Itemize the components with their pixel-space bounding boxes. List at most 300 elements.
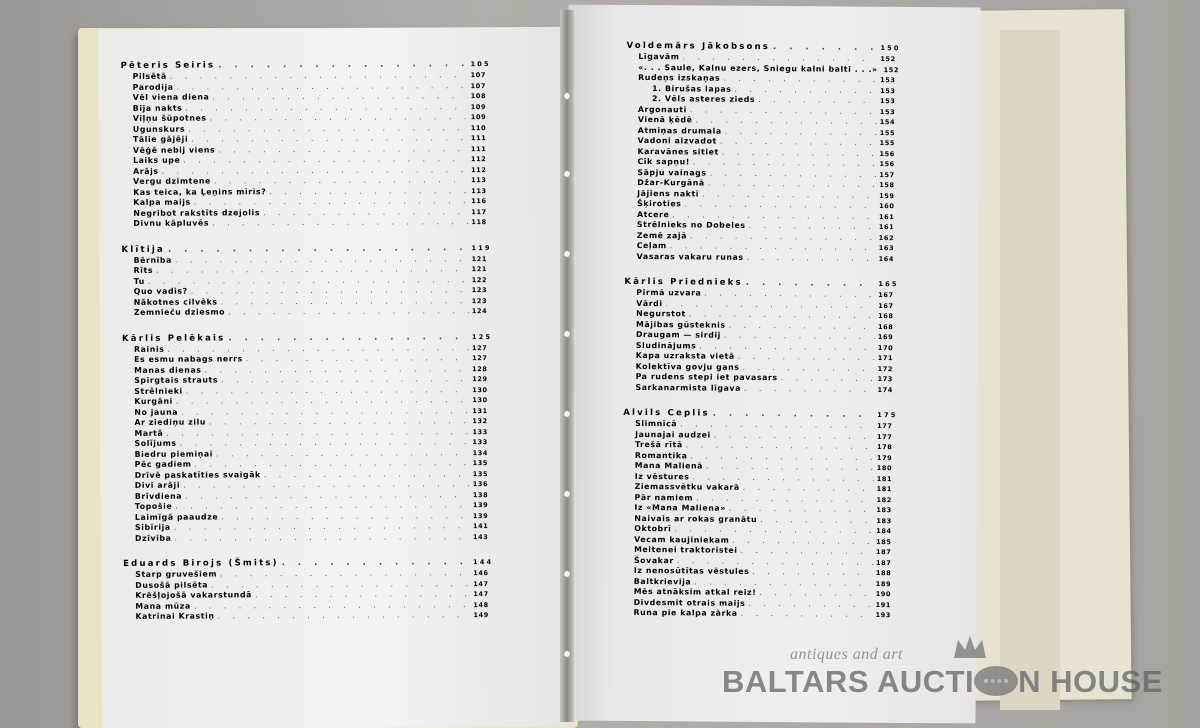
toc-page-number: 178 <box>876 443 893 452</box>
leader-dots <box>690 105 877 116</box>
leader-dots <box>221 374 469 384</box>
leader-dots <box>725 126 877 136</box>
toc-page-number: 133 <box>472 438 488 447</box>
leader-dots <box>156 264 469 275</box>
leader-dots <box>773 42 878 53</box>
toc-author-name: Alvils Ceplis <box>623 407 710 419</box>
toc-page-number: 123 <box>471 286 488 295</box>
leader-dots <box>723 74 877 84</box>
leader-dots <box>148 275 469 286</box>
binding-stitch <box>563 170 571 178</box>
toc-page-number: 119 <box>471 243 492 252</box>
leader-dots <box>218 144 468 154</box>
toc-author-name: Voldemārs Jākobsons <box>626 40 771 53</box>
toc-page-number: 167 <box>878 291 894 300</box>
toc-entry-title: Kalpa maijs <box>133 197 191 207</box>
left-table-of-contents <box>120 59 494 622</box>
toc-entry-title: Cik sapņu! <box>637 156 690 167</box>
leader-dots <box>729 504 874 514</box>
watermark-brand-part1: BALTARS AUCTI <box>722 664 975 699</box>
toc-entry-title: Strēlnieks no Dobeles <box>636 219 746 230</box>
binding-stitch <box>563 650 571 658</box>
toc-entry-title: Trešā rītā <box>634 439 683 450</box>
leader-dots <box>194 600 471 610</box>
toc-page-number: 156 <box>879 149 895 158</box>
toc-entry-title: Runa pie kalpa zārka <box>633 607 738 618</box>
leader-dots <box>183 154 468 164</box>
leader-dots <box>170 70 468 81</box>
binding-stitch <box>563 250 571 258</box>
binding-stitch <box>563 490 571 498</box>
toc-entry-title: Kurgāni <box>134 396 173 406</box>
toc-entry-title: Rīts <box>133 265 154 275</box>
toc-page-number: 181 <box>876 474 893 483</box>
leader-dots <box>741 546 874 556</box>
book-gutter <box>560 10 574 722</box>
leader-dots <box>677 556 873 567</box>
toc-entry-title: Arājs <box>133 166 159 176</box>
toc-page-number: 183 <box>876 516 892 525</box>
binding-stitch <box>563 410 571 418</box>
leader-dots <box>269 186 468 196</box>
leader-dots <box>693 157 877 168</box>
toc-entry-title: Negurstot <box>636 308 686 319</box>
leader-dots <box>684 199 876 210</box>
toc-page-number: 179 <box>876 453 893 462</box>
toc-page-number: 105 <box>470 60 491 69</box>
toc-page-number: 184 <box>876 527 892 536</box>
toc-page-number: 163 <box>878 244 895 253</box>
toc-page-number: 136 <box>472 480 489 489</box>
toc-entry-title: Vecam kaujiniekam <box>634 534 730 545</box>
toc-page-number: 111 <box>470 134 487 143</box>
toc-page-number: 125 <box>471 332 493 341</box>
toc-page-number: 121 <box>471 265 488 274</box>
toc-page-number: 171 <box>877 354 894 363</box>
toc-page-number: 116 <box>471 197 487 206</box>
toc-page-number: 149 <box>473 611 489 620</box>
toc-page-number: 130 <box>472 396 488 405</box>
toc-entry-title: Bija nakts <box>132 103 183 113</box>
toc-page-number: 109 <box>470 102 487 111</box>
watermark-tagline: antiques and art <box>790 646 903 663</box>
leader-dots <box>743 362 875 372</box>
leader-dots <box>228 306 469 316</box>
toc-entry-title: Tālie gājēji <box>132 134 189 144</box>
toc-entry-title: Līgavām <box>638 51 680 62</box>
toc-page-number: 155 <box>879 139 896 148</box>
watermark-brand <box>722 664 1163 700</box>
toc-entry-title: Vēģē nebij viens <box>132 144 216 155</box>
toc-page-number: 161 <box>878 212 895 221</box>
toc-page-number: 187 <box>875 558 892 567</box>
toc-page-number: 108 <box>470 92 487 101</box>
toc-entry-title: Rainis <box>134 344 165 354</box>
toc-entry-title: Sludinājums <box>635 340 697 350</box>
toc-entry-title: Nākotnes cilvēks <box>133 296 218 307</box>
toc-entry-title: «. . . Saule, Kalnu ezers, Sniegu kalni balti . . .» <box>638 62 878 74</box>
leader-dots <box>690 451 874 462</box>
toc-entry-title: Brīvdiena <box>134 491 183 501</box>
toc-page-number: 157 <box>879 170 895 179</box>
toc-entry-title: Oktobrī <box>634 523 672 534</box>
toc-entry-title: Laimīgā paaudze <box>134 511 219 522</box>
toc-entry-title: Sāpju vainags <box>637 167 707 178</box>
toc-page-number: 187 <box>876 548 892 557</box>
toc-page-number: 175 <box>877 411 898 420</box>
leader-dots <box>672 210 876 221</box>
toc-entry-title: Šķiroties <box>637 198 682 209</box>
toc-entry-title: Tu <box>133 276 145 286</box>
toc-page-number: 152 <box>880 55 896 64</box>
leader-dots <box>708 179 877 189</box>
toc-entry-title: Vadoni aizvadot <box>637 135 717 146</box>
leader-dots <box>205 364 470 374</box>
leader-dots <box>683 52 878 63</box>
leader-dots <box>732 535 873 545</box>
toc-entry-title: Sibīrija <box>134 522 171 532</box>
toc-page-number: 111 <box>470 144 487 153</box>
leader-dots <box>748 598 872 608</box>
toc-entry-title: Pēc gadiem <box>134 459 192 469</box>
leader-dots <box>174 521 470 532</box>
toc-page-number: 122 <box>471 275 488 284</box>
toc-entry-title: 1. Birušas lapas <box>652 83 732 94</box>
toc-entry-title: Parodija <box>132 82 174 92</box>
toc-page-number: 191 <box>875 600 892 609</box>
leader-dots <box>744 383 875 393</box>
toc-page-number: 124 <box>471 307 488 316</box>
toc-page-number: 130 <box>472 385 488 394</box>
leader-dots <box>228 332 469 343</box>
toc-entry-title: Laiks upe <box>133 155 181 165</box>
leader-dots <box>743 483 874 493</box>
toc-entry-title: Pirmā uzvara <box>636 287 702 298</box>
leader-dots <box>693 472 874 483</box>
toc-entry-title: Iz nenosūtītas vēstules <box>633 565 750 576</box>
toc-entry-title: Pār namiem <box>634 492 694 502</box>
toc-entry-title: Ceļam <box>636 240 667 251</box>
toc-entry-title: Mēs atnāksim atkal reiz! <box>633 586 757 597</box>
toc-entry-title: Kolektīva govju gans <box>635 361 740 372</box>
toc-page-number: 177 <box>877 422 893 431</box>
toc-page-number: 135 <box>472 459 489 468</box>
toc-page-number: 133 <box>472 427 488 436</box>
leader-dots <box>167 343 469 354</box>
toc-page-number: 154 <box>879 118 896 127</box>
leader-dots <box>218 610 471 620</box>
leader-dots <box>194 458 469 468</box>
toc-page-number: 107 <box>470 71 487 80</box>
toc-page-number: 158 <box>879 181 895 190</box>
toc-entry-title: Džar-Kurgānā <box>637 177 705 188</box>
leader-dots <box>734 84 877 94</box>
leader-dots <box>221 296 469 306</box>
toc-entry-title: No jauna <box>134 407 179 417</box>
leader-dots <box>686 440 874 451</box>
toc-entry-title: Argonauti <box>637 104 687 114</box>
leader-dots <box>699 341 875 352</box>
leader-dots <box>166 427 469 438</box>
toc-entry-title: Zemnieču dziesmo <box>133 307 226 317</box>
toc-page-number: 138 <box>472 490 489 499</box>
leader-dots <box>216 448 470 458</box>
toc-entry-title: Topošie <box>134 501 173 511</box>
right-table-of-contents <box>621 40 901 621</box>
leader-dots <box>176 395 469 406</box>
toc-page-number: 153 <box>880 76 896 85</box>
leader-dots <box>220 568 470 578</box>
toc-page-number: 135 <box>472 469 489 478</box>
toc-page-number: 147 <box>473 590 489 599</box>
leader-dots <box>680 419 874 430</box>
toc-entry-title: Mana mūza <box>135 601 191 611</box>
toc-entry-title: Kas teica, ka Ļeņins miris? <box>133 186 267 197</box>
toc-page-number: 117 <box>471 207 487 216</box>
leader-dots <box>746 278 876 289</box>
toc-page-number: 173 <box>877 375 893 384</box>
toc-entry-title: Ziemassvētku vakarā <box>634 481 740 492</box>
toc-page-number: 169 <box>877 333 894 342</box>
toc-entry-title: Mana Malienā <box>634 460 704 471</box>
toc-page-number: 148 <box>473 600 489 609</box>
leader-dots <box>177 81 468 92</box>
leader-dots <box>738 352 875 362</box>
leader-dots <box>710 168 877 178</box>
toc-page-number: 162 <box>878 233 895 242</box>
toc-page-number: 152 <box>883 65 900 74</box>
toc-entry-title: Jājiens naktī <box>637 188 700 198</box>
leader-dots <box>246 353 469 363</box>
toc-entry-title: Šovakar <box>633 555 674 565</box>
toc-entry-title: Vasaras vakaru runas <box>636 251 744 262</box>
leader-dots <box>191 133 468 143</box>
toc-entry-title: Viļņu šūpotnes <box>132 113 207 123</box>
loose-sheet-edge <box>1000 30 1060 710</box>
leader-dots <box>690 231 876 242</box>
leader-dots <box>714 430 874 440</box>
leader-dots <box>713 409 875 420</box>
leader-dots <box>741 609 873 619</box>
toc-page-number: 168 <box>878 322 894 331</box>
toc-page-number: 127 <box>472 343 488 352</box>
toc-entry-title: Dzīvība <box>135 533 172 543</box>
leader-dots <box>282 557 471 568</box>
toc-entry-title: Krēšļojošā vakarstundā <box>135 590 252 600</box>
watermark-dots-ring-icon <box>974 666 1018 696</box>
toc-page-number: 113 <box>471 176 487 185</box>
toc-page-number: 172 <box>877 364 894 373</box>
leader-dots <box>168 243 469 255</box>
binding-stitch <box>563 330 571 338</box>
toc-author-name: Eduards Birojs (Šmits) <box>123 558 279 569</box>
leader-dots <box>212 217 468 227</box>
leader-dots <box>759 588 872 598</box>
toc-entry-title: Zemē zajā <box>636 230 688 240</box>
toc-page-number: 143 <box>473 532 489 541</box>
toc-entry-title: Starp gruvešiem <box>135 569 218 579</box>
toc-page-number: 147 <box>473 579 489 588</box>
toc-page-number: 123 <box>471 296 488 305</box>
toc-page-number: 128 <box>472 364 488 373</box>
toc-page-number: 118 <box>471 218 487 227</box>
leader-dots <box>180 437 470 448</box>
toc-entry-title: Solījums <box>134 438 177 448</box>
toc-entry-title: Iz «Mana Maliena» <box>634 502 726 513</box>
leader-dots <box>175 254 469 265</box>
leader-dots <box>174 532 470 543</box>
leader-dots <box>188 123 468 133</box>
leader-dots <box>264 469 470 479</box>
toc-entry-title: Rudeņs izskaņas <box>638 72 721 83</box>
toc-page-number: 188 <box>875 569 892 578</box>
leader-dots <box>724 331 875 341</box>
leader-dots <box>263 207 468 217</box>
watermark <box>720 640 1163 720</box>
leader-dots <box>191 285 469 295</box>
leader-dots <box>181 406 469 417</box>
toc-page-number: 181 <box>876 485 893 494</box>
toc-entry-title: Vārdi <box>636 298 663 308</box>
toc-entry-title: Pilsētā <box>132 71 167 81</box>
leader-dots <box>211 579 470 589</box>
leader-dots <box>162 165 469 176</box>
toc-entry-title: Karavānes sitiet <box>637 146 719 157</box>
toc-page-number: 121 <box>471 254 487 263</box>
toc-entry-title: Jaunajai audzei <box>635 429 711 440</box>
toc-entry-title: Vienā ķēdē <box>637 114 693 125</box>
toc-entry-title: Es esmu nabags nerrs <box>134 354 243 364</box>
toc-page-number: 165 <box>878 280 899 289</box>
toc-entry-title: Vēl viena diena <box>132 92 210 102</box>
toc-page-number: 190 <box>875 590 892 599</box>
toc-entry-title: Sarkanarmista līgava <box>635 382 742 393</box>
toc-author-name: Klītija <box>121 244 165 255</box>
toc-page-number: 161 <box>878 223 895 232</box>
toc-page-number: 112 <box>471 155 487 164</box>
toc-entry-title: Bērnība <box>133 255 172 265</box>
toc-page-number: 193 <box>875 611 891 620</box>
watermark-brand-part2: N HOUSE <box>1018 664 1163 699</box>
toc-entry-title: Divdesmit otrais maijs <box>633 597 746 608</box>
toc-page-number: 170 <box>877 343 894 352</box>
toc-page-number: 153 <box>879 97 896 106</box>
toc-page-number: 134 <box>472 448 488 457</box>
toc-page-number: 168 <box>878 312 894 321</box>
leader-dots <box>747 252 876 262</box>
toc-page-number: 139 <box>472 511 489 520</box>
leader-dots <box>706 462 874 472</box>
leader-dots <box>666 299 876 310</box>
leader-dots <box>752 567 873 577</box>
toc-entry-title: Drīvē paskatīties svaigāk <box>134 469 261 480</box>
toc-author-name: Pēteris Seiris <box>120 60 216 71</box>
leader-dots <box>255 589 470 599</box>
leader-dots <box>175 500 470 511</box>
toc-page-number: 107 <box>470 81 487 90</box>
toc-entry-title: Divnu kāpluvēs <box>133 218 210 228</box>
toc-entry-title: Negribot rakstīts dzejolis <box>133 207 261 218</box>
toc-page-number: 167 <box>878 301 894 310</box>
leader-dots <box>729 320 875 330</box>
toc-page-number: 159 <box>879 191 895 200</box>
toc-page-number: 189 <box>875 579 892 588</box>
toc-author-name: Kārlis Priednieks <box>624 276 743 288</box>
toc-page-number: 110 <box>470 123 487 132</box>
leader-dots <box>702 189 876 200</box>
leader-dots <box>760 515 873 525</box>
toc-page-number: 146 <box>473 569 489 578</box>
toc-page-number: 153 <box>880 86 896 95</box>
toc-page-number: 177 <box>877 432 893 441</box>
leader-dots <box>696 115 877 126</box>
toc-page-number: 129 <box>472 375 488 384</box>
toc-page-number: 155 <box>879 128 896 137</box>
toc-page-number: 185 <box>876 537 892 546</box>
leader-dots <box>194 196 469 206</box>
toc-entry-title: Divi arāji <box>134 480 181 490</box>
binding-stitch <box>563 570 571 578</box>
toc-page-number: 182 <box>876 495 892 504</box>
toc-entry-title: Mājibas gūsteknis <box>636 319 726 330</box>
toc-entry <box>123 610 487 622</box>
toc-entry-title: Biedru piemiņai <box>134 448 214 459</box>
toc-page-number: 160 <box>879 202 895 211</box>
leader-dots <box>720 137 877 147</box>
toc-entry-title: Ugunskurs <box>132 124 186 134</box>
toc-entry-title: Quo vadis? <box>133 286 188 296</box>
toc-entry-title: Atmiņas drumala <box>637 125 722 136</box>
toc-page-number: 183 <box>876 506 892 515</box>
leader-dots <box>209 416 469 426</box>
leader-dots <box>704 289 875 299</box>
toc-entry-title: Spirgtais strauts <box>134 375 219 385</box>
leader-dots <box>670 241 876 252</box>
leader-dots <box>722 147 877 157</box>
toc-entry-title: Draugam — sirdij <box>635 329 722 340</box>
toc-page-number: 144 <box>473 558 494 567</box>
leader-dots <box>183 479 470 490</box>
toc-page-number: 153 <box>879 107 896 116</box>
toc-page-number: 180 <box>876 464 893 473</box>
toc-entry-title: Strēlnieki <box>134 386 183 396</box>
toc-page-number: 164 <box>878 254 895 263</box>
toc-entry-title: Manas dienas <box>134 365 202 375</box>
toc-page-number: 127 <box>472 354 488 363</box>
toc-entry-title: Atcere <box>636 209 670 219</box>
toc-page-number: 113 <box>471 186 487 195</box>
toc-page-number: 131 <box>472 406 488 415</box>
leader-dots <box>212 91 467 101</box>
toc-page-number: 141 <box>472 522 489 531</box>
toc-entry-title: Slimnīcā <box>635 418 678 429</box>
toc-page-number: 156 <box>879 160 895 169</box>
toc-entry-title: Ar ziediņu zilu <box>134 417 207 427</box>
leader-dots <box>221 511 470 521</box>
toc-author-name: Kārlis Pelēkais <box>121 332 226 344</box>
toc-entry-title: Baltkrievija <box>633 576 692 586</box>
leader-dots <box>185 490 470 500</box>
toc-page-number: 150 <box>880 44 901 53</box>
toc-page-number: 112 <box>471 165 487 174</box>
toc-entry-title: Dusošā pilsēta <box>135 580 209 590</box>
toc-page-number: 109 <box>470 113 487 122</box>
leader-dots <box>210 112 468 122</box>
toc-entry-title: Romantika <box>634 450 688 460</box>
toc-entry-title: Naivais ar rokas granātu <box>634 513 758 524</box>
toc-entry-title: Meitenei traktoristei <box>634 544 738 555</box>
leader-dots <box>781 373 875 383</box>
